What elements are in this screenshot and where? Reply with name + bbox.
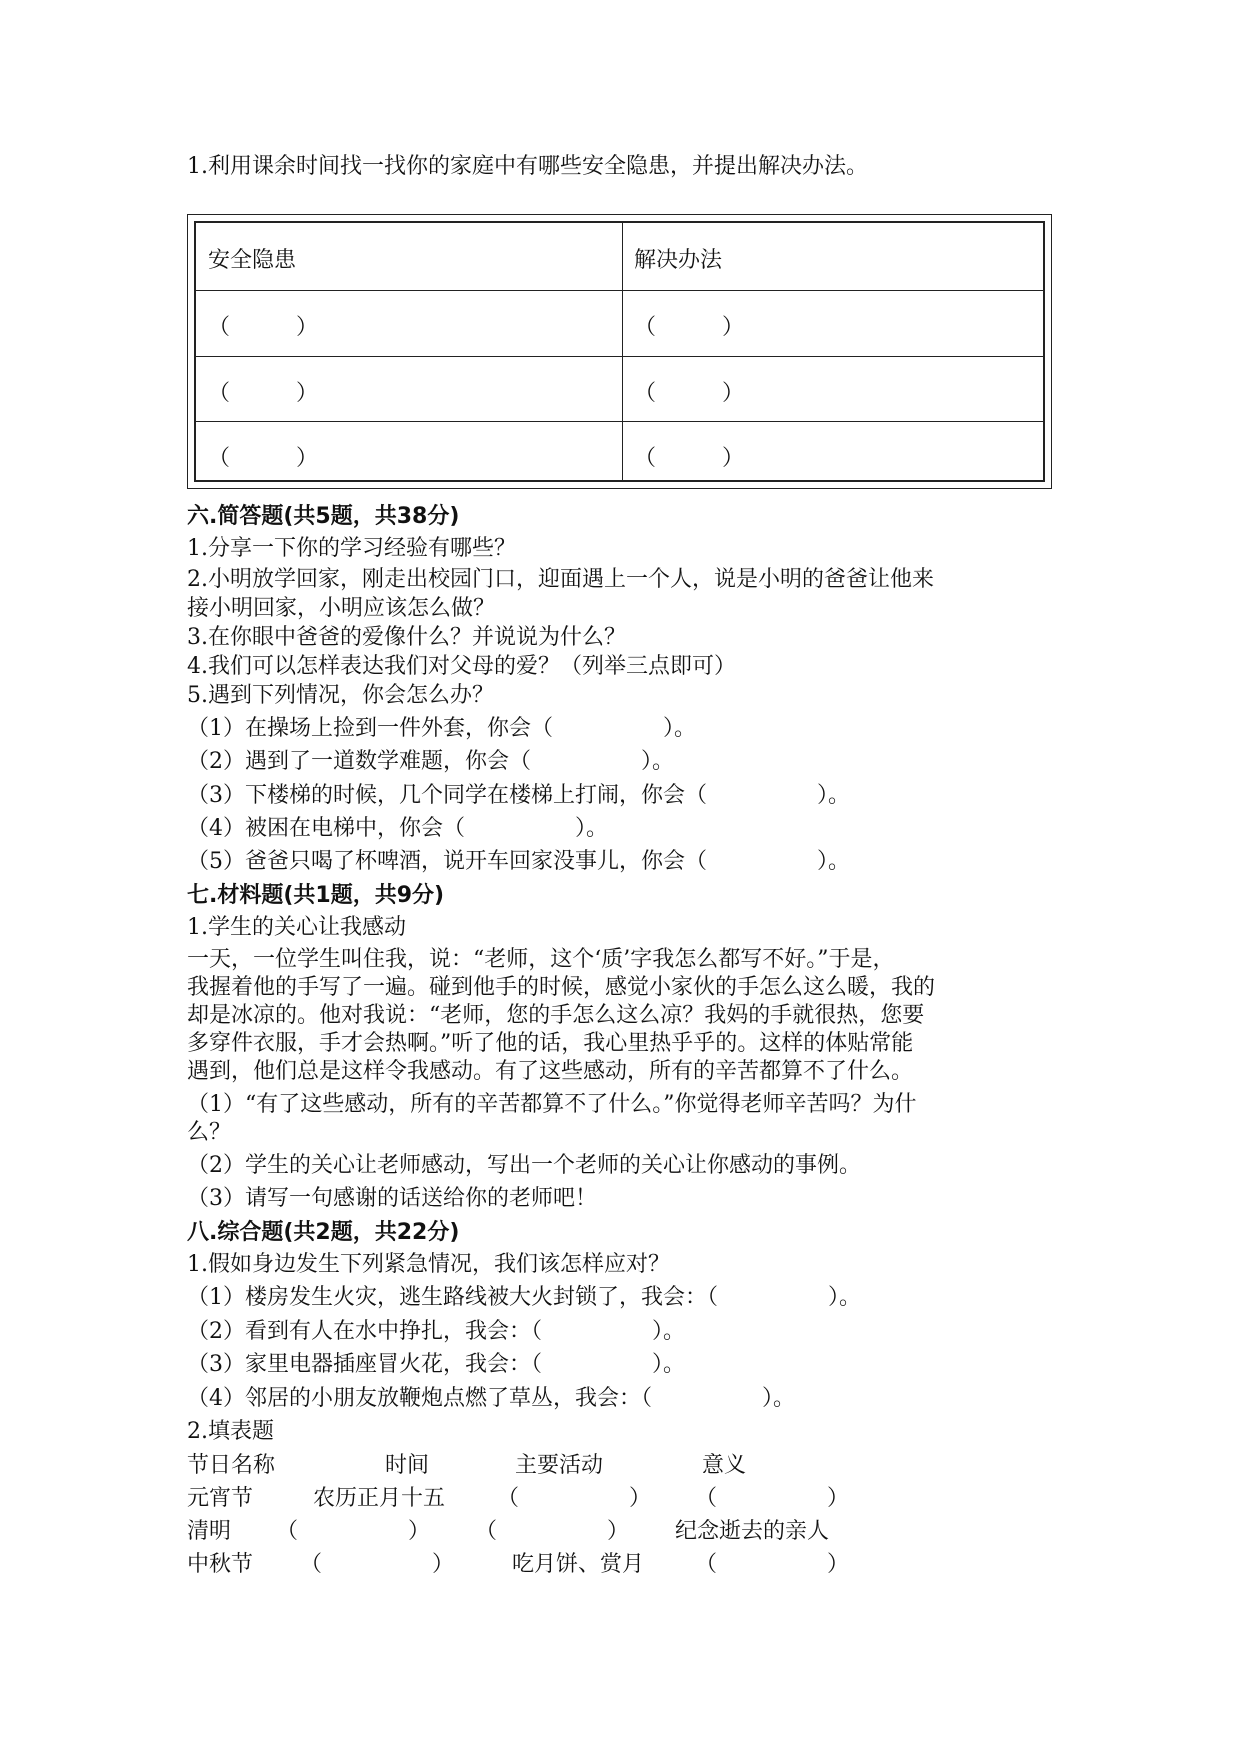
question-line: （3）家里电器插座冒火花，我会：（ ）。 [187,1352,685,1377]
table-column-divider [622,221,623,482]
question-line: （4）被困在电梯中，你会（ ）。 [187,816,608,841]
table-header-hazard: 安全隐患 [208,248,297,273]
question-line: （1）楼房发生火灾，逃生路线被大火封锁了，我会：（ ）。 [187,1285,861,1310]
table-cell-blank[interactable]: （ ） [208,381,319,406]
fill-table-cell: 中秋节 [187,1552,254,1577]
question-line: （3）请写一句感谢的话送给你的老师吧！ [187,1186,597,1211]
question-line: 5.遇到下列情况，你会怎么办？ [187,683,494,708]
passage-line: 多穿件衣服，手才会热啊。”听了他的话，我心里热乎乎的。这样的体贴常能 [187,1031,914,1056]
question-line: 么？ [187,1120,232,1145]
table-divider [194,421,1045,422]
passage-line: 却是冰凉的。他对我说：“老师，您的手怎么这么凉？我妈的手就很热，您要 [187,1003,925,1028]
question-line: （1）在操场上捡到一件外套，你会（ ）。 [187,716,696,741]
table-cell-blank[interactable]: （ ） [208,315,319,340]
question-line: 2.填表题 [187,1419,274,1444]
passage-line: 一天，一位学生叫住我，说：“老师，这个‘质’字我怎么都写不好。”于是， [187,947,895,972]
question-line: （2）遇到了一道数学难题，你会（ ）。 [187,749,674,774]
safety-table [194,221,1045,482]
question-line: 1.学生的关心让我感动 [187,915,406,940]
question-line: （4）邻居的小朋友放鞭炮点燃了草丛，我会：（ ）。 [187,1386,795,1411]
question-line: 1.假如身边发生下列紧急情况，我们该怎样应对？ [187,1252,670,1277]
fill-table-header: 时间 [385,1453,430,1478]
fill-table-cell: 纪念逝去的亲人 [675,1519,830,1544]
passage-line: 遇到，他们总是这样令我感动。有了这些感动，所有的辛苦都算不了什么。 [187,1059,914,1084]
table-cell-blank[interactable]: （ ） [208,446,319,471]
question-line: （5）爸爸只喝了杯啤酒，说开车回家没事儿，你会（ ）。 [187,849,850,874]
section-title: 八.综合题(共2题，共22分) [187,1220,460,1245]
table-cell-blank[interactable]: （ ） [634,446,745,471]
fill-table-cell[interactable]: （ ） [276,1519,431,1544]
table-divider [194,356,1045,357]
question-intro: 1.利用课余时间找一找你的家庭中有哪些安全隐患，并提出解决办法。 [187,154,868,179]
fill-table-header: 节日名称 [187,1453,276,1478]
fill-table-header: 意义 [702,1453,747,1478]
question-line: 1.分享一下你的学习经验有哪些？ [187,536,516,561]
question-line: 2.小明放学回家，刚走出校园门口，迎面遇上一个人，说是小明的爸爸让他来 [187,567,934,592]
fill-table-header: 主要活动 [515,1453,604,1478]
section-title: 七.材料题(共1题，共9分) [187,883,445,908]
question-line: 接小明回家，小明应该怎么做？ [187,596,496,621]
fill-table-cell[interactable]: （ ） [497,1486,652,1511]
fill-table-cell: 清明 [187,1519,232,1544]
question-line: （2）学生的关心让老师感动，写出一个老师的关心让你感动的事例。 [187,1153,861,1178]
question-line: （1）“有了这些感动，所有的辛苦都算不了什么。”你觉得老师辛苦吗？为什 [187,1092,917,1117]
fill-table-cell: 吃月饼、赏月 [512,1552,645,1577]
section-title: 六.简答题(共5题，共38分) [187,504,460,529]
question-line: （3）下楼梯的时候，几个同学在楼梯上打闹，你会（ ）。 [187,783,850,808]
fill-table-cell: 元宵节 [187,1486,254,1511]
fill-table-cell[interactable]: （ ） [300,1552,455,1577]
question-line: （2）看到有人在水中挣扎，我会：（ ）。 [187,1319,685,1344]
table-divider [194,290,1045,291]
fill-table-cell[interactable]: （ ） [475,1519,630,1544]
passage-line: 我握着他的手写了一遍。碰到他手的时候，感觉小家伙的手怎么这么暖，我的 [187,975,936,1000]
table-header-solution: 解决办法 [634,248,723,273]
table-cell-blank[interactable]: （ ） [634,315,745,340]
fill-table-cell: 农历正月十五 [313,1486,446,1511]
fill-table-cell[interactable]: （ ） [695,1486,850,1511]
table-cell-blank[interactable]: （ ） [634,381,745,406]
fill-table-cell[interactable]: （ ） [695,1552,850,1577]
question-line: 3.在你眼中爸爸的爱像什么？并说说为什么？ [187,625,626,650]
question-line: 4.我们可以怎样表达我们对父母的爱？（列举三点即可） [187,654,736,679]
